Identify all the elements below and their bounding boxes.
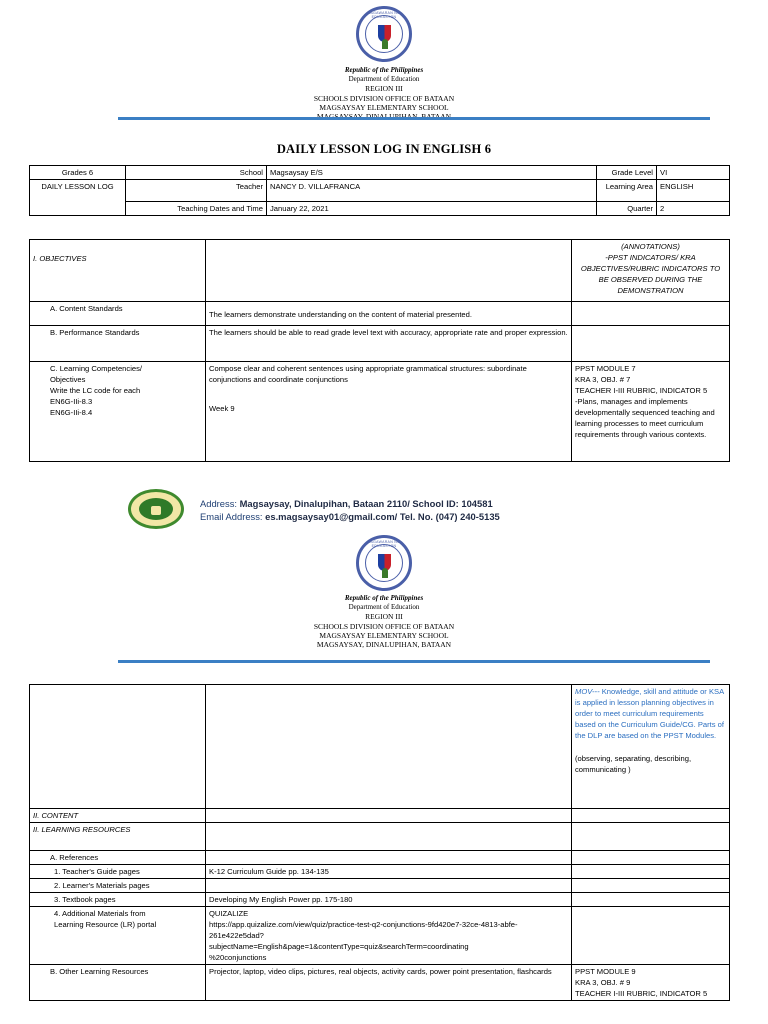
other-note: PPST MODULE 9 KRA 3, OBJ. # 9 TEACHER I-III RUBRIC, INDICATOR 5 <box>572 965 730 1001</box>
tg-value: K-12 Curriculum Guide pp. 134-135 <box>206 865 572 879</box>
mov-label: MOV--- <box>575 687 600 696</box>
division-text: SCHOOLS DIVISION OFFICE OF BATAAN <box>313 621 455 631</box>
competencies-label: C. Learning Competencies/ Objectives Write the LC code for each EN6G-IIi-8.3 EN6G-IIi-8.4 <box>30 362 206 462</box>
performance-standards-value: The learners should be able to read grade level text with accuracy, appropriate rate and proper expression. <box>206 326 572 362</box>
competencies-value: Compose clear and coherent sentences using appropriate grammatical structures: subordinate conjunctions and coordinate conjunctions <box>209 364 527 384</box>
email-value: es.magsaysay01@gmail.com/ Tel. No. (047) 240-5135 <box>265 511 500 522</box>
additional-label: 4. Additional Materials from Learning Resource (LR) portal <box>30 907 206 965</box>
content-standards-value: The learners demonstrate understanding on the content of material presented. <box>206 302 572 326</box>
address-label: Address: <box>200 498 240 509</box>
grade-level-label: Grade Level <box>597 166 657 180</box>
textbook-note <box>572 893 730 907</box>
letterhead-divider <box>118 117 710 120</box>
mov-cell <box>572 685 730 809</box>
address-text: MAGSAYSAY, DINALUPIHAN, BATAAN <box>316 640 452 650</box>
deped-seal-icon <box>356 6 412 62</box>
objectives-table <box>29 239 730 462</box>
other-value: Projector, laptop, video clips, pictures, real objects, activity cards, power point presentation, flashcards <box>206 965 572 1001</box>
republic-text: Republic of the Philippines <box>344 66 424 74</box>
quarter-label: Quarter <box>597 202 657 216</box>
additional-value: QUIZALIZE https://app.quizalize.com/view/quiz/practice-test-q2-conjunctions-9fd420e7-32ce-4813-abfe-261e422e5dad? subjectName=English&page=1&contentType=quiz&searchTerm=coordinating %20conjunctions <box>206 907 572 965</box>
learning-area-label: Learning Area <box>597 180 657 202</box>
teacher-label: Teacher <box>126 180 267 202</box>
objectives-blank <box>206 240 572 302</box>
department-text: Department of Education <box>348 603 420 612</box>
resources-value <box>206 823 572 851</box>
references-note <box>572 851 730 865</box>
textbook-value: Developing My English Power pp. 175-180 <box>206 893 572 907</box>
region-text: REGION III <box>365 84 403 94</box>
footer-contact <box>200 497 500 523</box>
tg-label: 1. Teacher's Guide pages <box>30 865 206 879</box>
objectives-label: I. OBJECTIVES <box>30 240 206 302</box>
references-label: A. References <box>30 851 206 865</box>
other-label: B. Other Learning Resources <box>30 965 206 1001</box>
grades-cell: Grades 6 <box>30 166 126 180</box>
performance-standards-note <box>572 326 730 362</box>
info-table <box>29 165 730 216</box>
content-label: II. CONTENT <box>30 809 206 823</box>
tg-note <box>572 865 730 879</box>
content-note <box>572 809 730 823</box>
email-label: Email Address: <box>200 511 266 522</box>
school-value: Magsaysay E/S <box>267 166 597 180</box>
deped-seal-icon <box>356 535 412 591</box>
week-text: Week 9 <box>209 404 235 413</box>
page-title: DAILY LESSON LOG IN ENGLISH 6 <box>276 142 492 156</box>
lm-value <box>206 879 572 893</box>
dll-cell: DAILY LESSON LOG <box>30 180 126 216</box>
lm-note <box>572 879 730 893</box>
annotations-cell: (ANNOTATIONS) -PPST INDICATORS/ KRA OBJECTIVES/RUBRIC INDICATORS TO BE OBSERVED DURING THE DEMONSTRATION <box>572 240 730 302</box>
resources-table <box>29 684 730 1001</box>
content-standards-label: A. Content Standards <box>30 302 206 326</box>
textbook-label: 3. Textbook pages <box>30 893 206 907</box>
dates-label: Teaching Dates and Time <box>126 202 267 216</box>
dates-value: January 22, 2021 <box>267 202 597 216</box>
references-value <box>206 851 572 865</box>
division-text: SCHOOLS DIVISION OFFICE OF BATAAN <box>313 93 455 103</box>
school-label: School <box>126 166 267 180</box>
school-text: MAGSAYSAY ELEMENTARY SCHOOL <box>319 630 449 640</box>
letterhead-divider <box>118 660 710 663</box>
address-value: Magsaysay, Dinalupihan, Bataan 2110/ School ID: 104581 <box>239 498 493 509</box>
region-text: REGION III <box>365 612 403 622</box>
department-text: Department of Education <box>348 75 420 84</box>
performance-standards-label: B. Performance Standards <box>30 326 206 362</box>
grade-level-value: VI <box>657 166 730 180</box>
mov-blank-2 <box>206 685 572 809</box>
resources-note <box>572 823 730 851</box>
school-text: MAGSAYSAY ELEMENTARY SCHOOL <box>319 102 449 112</box>
content-standards-note <box>572 302 730 326</box>
mov-note: (observing, separating, describing, communicating ) <box>575 754 692 774</box>
seal-text: KAGAWARAN NG EDUKASYON <box>367 11 401 19</box>
seal-text: KAGAWARAN NG EDUKASYON <box>367 540 401 548</box>
content-value <box>206 809 572 823</box>
additional-note <box>572 907 730 965</box>
lm-label: 2. Learner's Materials pages <box>30 879 206 893</box>
competencies-cell <box>206 362 572 462</box>
teacher-value: NANCY D. VILLAFRANCA <box>267 180 597 202</box>
learning-area-value: ENGLISH <box>657 180 730 202</box>
republic-text: Republic of the Philippines <box>344 594 424 602</box>
quarter-value: 2 <box>657 202 730 216</box>
letterhead-block <box>200 66 568 121</box>
resources-label: II. LEARNING RESOURCES <box>30 823 206 851</box>
letterhead-block <box>200 594 568 649</box>
mov-text: Knowledge, skill and attitude or KSA is applied in lesson planning objectives in order to meet curriculum requirements based on the Curriculum Guide/CG. Parts of the DLP are based on the PPST Modules. <box>575 687 724 740</box>
mov-blank-1 <box>30 685 206 809</box>
school-logo-icon <box>128 489 184 529</box>
competencies-note: PPST MODULE 7 KRA 3, OBJ. # 7 TEACHER I-III RUBRIC, INDICATOR 5 -Plans, manages and implements developmentally sequenced teaching and learning processes to meet curriculum requirements through various contexts. <box>572 362 730 462</box>
